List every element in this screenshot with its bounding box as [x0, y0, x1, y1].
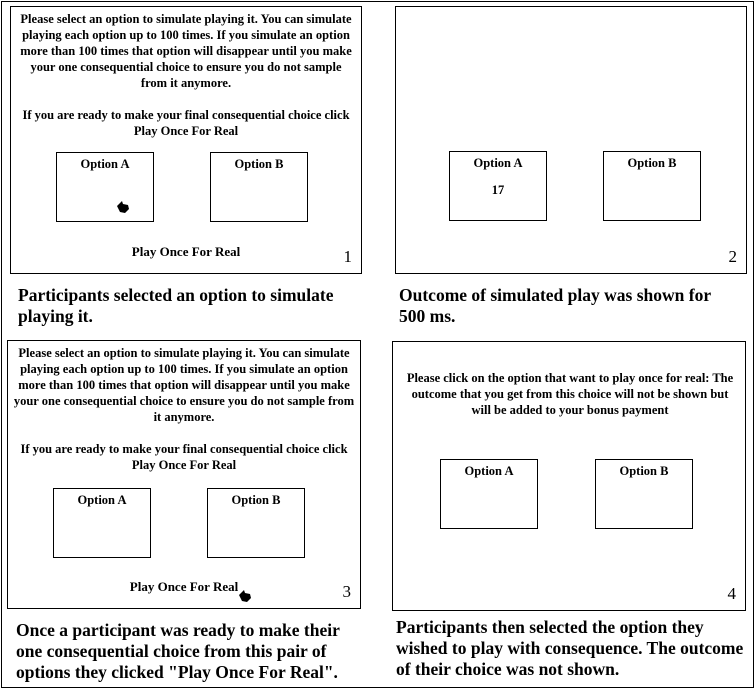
panel-number: 1	[343, 247, 352, 266]
instructions-paragraph-2: If you are ready to make your final consequential choice click Play Once For Real	[22, 108, 350, 138]
option-b-button[interactable]	[207, 488, 305, 558]
instructions-text	[19, 11, 353, 139]
option-a-label: Option A	[80, 157, 130, 171]
panel-number: 2	[728, 247, 737, 266]
instructions-text	[12, 345, 356, 473]
play-once-for-real-button[interactable]: Play Once For Real	[129, 579, 239, 594]
option-a-button[interactable]	[53, 488, 151, 558]
panel-4	[392, 341, 746, 611]
option-a-label: Option A	[77, 493, 127, 507]
panel-3	[7, 340, 361, 609]
caption-4: Participants then selected the option they wished to play with consequence. The outcome of their choice was not shown.	[396, 617, 744, 679]
hand-cursor-icon	[116, 200, 130, 214]
option-b-label: Option B	[231, 493, 281, 507]
panel-number: 4	[727, 584, 736, 603]
option-b-label: Option B	[627, 156, 677, 170]
final-instructions-text: Please click on the option that want to play once for real: The outcome that you get from this choice will not be shown but will be added to your bonus payment	[406, 371, 734, 417]
option-b-button[interactable]	[603, 151, 701, 221]
option-b-button[interactable]	[210, 152, 308, 222]
option-a-button[interactable]	[449, 151, 547, 221]
option-a-button[interactable]	[56, 152, 154, 222]
play-once-for-real-button[interactable]: Play Once For Real	[131, 244, 241, 259]
caption-1: Participants selected an option to simulate playing it.	[18, 285, 334, 326]
hand-cursor-icon	[238, 589, 252, 603]
panel-1	[10, 6, 362, 274]
caption-2: Outcome of simulated play was shown for 500 ms.	[399, 285, 711, 326]
option-a-label: Option A	[464, 464, 514, 478]
caption-3: Once a participant was ready to make their one consequential choice from this pair of options they clicked "Play Once For Real".	[16, 620, 340, 682]
option-b-label: Option B	[234, 157, 284, 171]
instructions-paragraph-2: If you are ready to make your final consequential choice click Play Once For Real	[20, 442, 348, 472]
option-a-label: Option A	[473, 156, 523, 170]
option-b-button[interactable]	[595, 459, 693, 529]
panel-2	[395, 6, 747, 274]
instructions-paragraph-1: Please select an option to simulate playing it. You can simulate playing each option up to 100 times. If you simulate an option more than 100 times that option will disappear until you make your one consequential choice to ensure you do not sample from it anymore.	[13, 346, 355, 424]
instructions-paragraph-1: Please select an option to simulate playing it. You can simulate playing each option up to 100 times. If you simulate an option more than 100 times that option will disappear until you make your one consequential choice to ensure you do not sample from it anymore.	[20, 12, 352, 90]
option-a-button[interactable]	[440, 459, 538, 529]
outcome-value: 17	[491, 183, 505, 197]
panel-number: 3	[342, 582, 351, 601]
option-b-label: Option B	[619, 464, 669, 478]
